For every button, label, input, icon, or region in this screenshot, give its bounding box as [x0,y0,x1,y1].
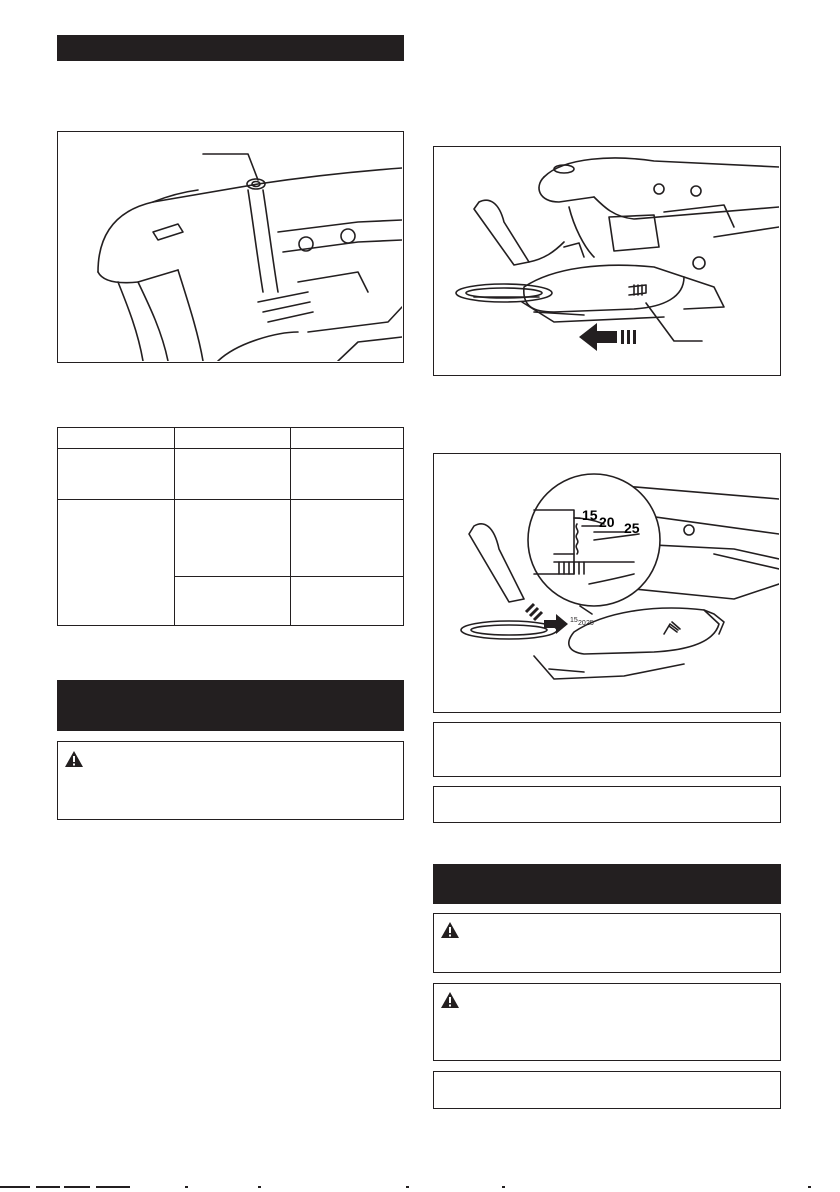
note-box-right-2 [433,786,781,823]
table-cell [58,500,175,626]
dial-label-3: 25 [624,520,640,536]
section-header-left-middle [57,680,404,731]
table-cell [58,449,175,500]
note-box-right-3 [433,1071,781,1109]
table-cell [291,449,404,500]
spec-table [57,427,404,626]
dial-small-label-1: 15 [570,617,578,624]
dial-label-2: 20 [599,514,615,530]
dial-small-label-3: 25 [586,620,594,627]
depth-dial-illustration [434,454,779,711]
table-header-cell [175,428,291,449]
table-cell [291,500,404,577]
table-header-cell [58,428,175,449]
section-header-left-top [57,35,404,61]
warning-triangle-icon [440,991,460,1009]
section-header-right [433,864,781,904]
shoe-slide-illustration [434,147,779,374]
table-cell [175,500,291,577]
warning-box-left [57,741,404,820]
warning-box-right-2 [433,983,781,1061]
dial-label-1: 15 [582,507,598,523]
table-cell [175,577,291,626]
figure-depth-dial [433,453,781,713]
figure-shoe-slide [433,146,781,376]
warning-triangle-icon [64,750,84,768]
table-header-cell [291,428,404,449]
arrow-left-icon [579,323,636,351]
crop-marks [0,1186,840,1192]
table-cell [291,577,404,626]
warning-triangle-icon [440,921,460,939]
warning-box-right-1 [433,913,781,973]
table-cell [175,449,291,500]
note-box-right-1 [433,722,781,777]
tool-top-illustration [58,132,402,361]
figure-tool-top [57,131,404,363]
dial-small-label-2: 20 [578,620,586,627]
